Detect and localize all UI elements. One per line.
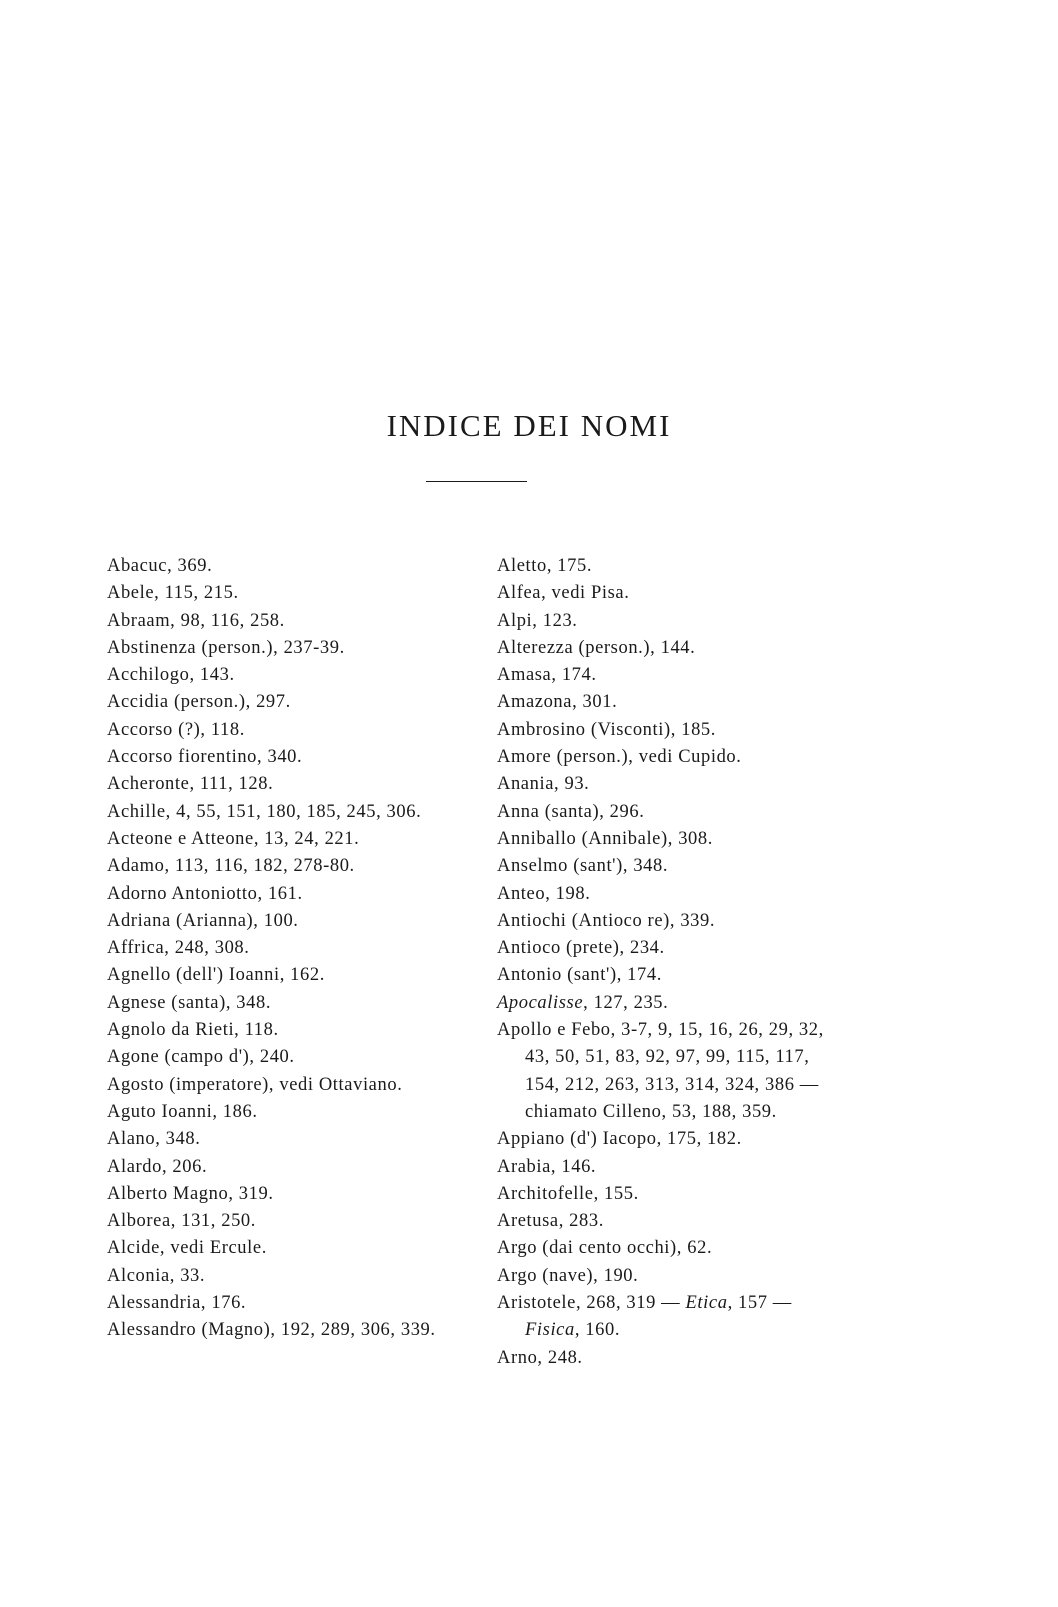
- entry-text: Accorso fiorentino, 340.: [107, 747, 303, 768]
- entry-text: Agone (campo d'), 240.: [107, 1047, 295, 1068]
- entry-text: Architofelle, 155.: [497, 1183, 639, 1204]
- index-entry: [107, 881, 469, 908]
- index-entry: [497, 799, 842, 826]
- entry-text: Agnello (dell') Ioanni, 162.: [107, 965, 325, 986]
- index-entry: [107, 717, 469, 744]
- entry-text: Alborea, 131, 250.: [107, 1211, 257, 1232]
- entry-text: Alconia, 33.: [107, 1265, 206, 1286]
- index-entry: [107, 553, 469, 580]
- index-entry: [497, 1345, 842, 1372]
- index-entry: [497, 1290, 842, 1345]
- index-entry: [107, 990, 469, 1017]
- entry-text: Adamo, 113, 116, 182, 278-80.: [107, 856, 355, 877]
- entry-text: Anselmo (sant'), 348.: [497, 856, 669, 877]
- entry-text: Aletto, 175.: [497, 556, 593, 576]
- entry-text: Abele, 115, 215.: [107, 583, 239, 604]
- index-entry: [107, 908, 469, 935]
- index-entry: [107, 771, 469, 798]
- index-entry: [107, 744, 469, 771]
- index-entry: [107, 1126, 469, 1153]
- index-entry: [497, 717, 842, 744]
- entry-text: Alberto Magno, 319.: [107, 1183, 274, 1204]
- entry-text: Amore (person.), vedi Cupido.: [497, 747, 742, 768]
- index-entry: [497, 853, 842, 880]
- entry-text: Arno, 248.: [497, 1347, 583, 1368]
- entry-text: Aristotele, 268, 319 —: [497, 1293, 686, 1314]
- index-entry: [107, 1154, 469, 1181]
- index-entry: [497, 1235, 842, 1262]
- index-entry: [107, 853, 469, 880]
- index-entry: [107, 935, 469, 962]
- entry-text: Anniballo (Annibale), 308.: [497, 828, 713, 849]
- index-column-right: [497, 553, 842, 1372]
- entry-text: Anania, 93.: [497, 774, 590, 795]
- entry-title-italic: Etica: [685, 1293, 728, 1314]
- index-entry: [497, 881, 842, 908]
- entry-text: Argo (nave), 190.: [497, 1265, 639, 1286]
- index-entry: [497, 908, 842, 935]
- index-entry: [497, 689, 842, 716]
- entry-text: Abstinenza (person.), 237-39.: [107, 637, 345, 658]
- entry-text: Arabia, 146.: [497, 1156, 597, 1177]
- entry-text: Achille, 4, 55, 151, 180, 185, 245, 306.: [107, 801, 422, 822]
- entry-text: Abacuc, 369.: [107, 556, 213, 576]
- index-entry: [107, 962, 469, 989]
- entry-text: Accorso (?), 118.: [107, 719, 245, 740]
- entry-text: Alfea, vedi Pisa.: [497, 583, 630, 604]
- entry-text: Acheronte, 111, 128.: [107, 774, 274, 795]
- entry-text: Affrica, 248, 308.: [107, 938, 250, 959]
- entry-text: Agosto (imperatore), vedi Ottaviano.: [107, 1074, 403, 1095]
- entry-text: Alano, 348.: [107, 1129, 201, 1150]
- index-entry: [497, 1126, 842, 1153]
- entry-text: Antiochi (Antioco re), 339.: [497, 910, 716, 931]
- index-entry: [497, 553, 842, 580]
- entry-text: Alardo, 206.: [107, 1156, 208, 1177]
- index-entry: [107, 1181, 469, 1208]
- entry-text: Anna (santa), 296.: [497, 801, 645, 822]
- index-entry: [497, 1017, 842, 1126]
- entry-text: Acteone e Atteone, 13, 24, 221.: [107, 828, 360, 849]
- entry-text: Accidia (person.), 297.: [107, 692, 291, 713]
- index-column-left: [107, 553, 469, 1345]
- index-entry: [497, 744, 842, 771]
- index-entry: [107, 580, 469, 607]
- entry-text: Agnolo da Rieti, 118.: [107, 1020, 279, 1041]
- index-entry: [497, 771, 842, 798]
- entry-text: Alessandro (Magno), 192, 289, 306, 339.: [107, 1320, 436, 1341]
- index-entry: [107, 1235, 469, 1262]
- entry-text: Apollo e Febo, 3-7, 9, 15, 16, 26, 29, 32, 43, 50, 51, 83, 92, 97, 99, 115, 117, 154, 212, 263, 313, 314, 324, 386 — chiamato Cilleno, 53, 188, 359.: [497, 1020, 824, 1122]
- entry-text: Alpi, 123.: [497, 610, 578, 631]
- entry-text: , 160.: [574, 1320, 621, 1341]
- index-entry: [497, 962, 842, 989]
- entry-text: Aguto Ioanni, 186.: [107, 1101, 258, 1122]
- index-entry: [497, 662, 842, 689]
- index-entry: [107, 689, 469, 716]
- entry-text: Anteo, 198.: [497, 883, 591, 904]
- title-rule: [426, 481, 527, 482]
- index-entry: [107, 635, 469, 662]
- entry-text: Abraam, 98, 116, 258.: [107, 610, 285, 631]
- index-entry: [107, 1017, 469, 1044]
- entry-text: Argo (dai cento occhi), 62.: [497, 1238, 713, 1259]
- entry-text: Alcide, vedi Ercule.: [107, 1238, 267, 1259]
- entry-text: , 127, 235.: [583, 992, 669, 1013]
- entry-title-italic: Apocalisse: [497, 992, 584, 1013]
- entry-text: Amazona, 301.: [497, 692, 618, 713]
- entry-text: Antonio (sant'), 174.: [497, 965, 662, 986]
- entry-text: Appiano (d') Iacopo, 175, 182.: [497, 1129, 742, 1150]
- index-entry: [497, 1154, 842, 1181]
- entry-text: Adorno Antoniotto, 161.: [107, 883, 303, 904]
- index-entry: [107, 1099, 469, 1126]
- index-entry: [497, 826, 842, 853]
- index-entry: [107, 1290, 469, 1317]
- index-entry: [107, 1317, 469, 1344]
- entry-text: Antioco (prete), 234.: [497, 938, 665, 959]
- entry-text: Agnese (santa), 348.: [107, 992, 272, 1013]
- index-entry: [107, 1208, 469, 1235]
- entry-text: Ambrosino (Visconti), 185.: [497, 719, 717, 740]
- entry-text: Adriana (Arianna), 100.: [107, 910, 299, 931]
- index-entry: [497, 1263, 842, 1290]
- index-entry: [497, 580, 842, 607]
- index-entry: [497, 1208, 842, 1235]
- page-title: INDICE DEI NOMI: [386, 408, 672, 443]
- index-entry: [497, 990, 842, 1017]
- index-entry: [107, 608, 469, 635]
- index-entry: [107, 799, 469, 826]
- index-entry: [107, 1263, 469, 1290]
- entry-text: Amasa, 174.: [497, 665, 597, 686]
- entry-title-italic: Fisica: [525, 1320, 575, 1341]
- index-entry: [497, 935, 842, 962]
- entry-text: Alterezza (person.), 144.: [497, 637, 696, 658]
- index-entry: [497, 608, 842, 635]
- entry-text: Aretusa, 283.: [497, 1211, 604, 1232]
- index-entry: [107, 662, 469, 689]
- index-entry: [107, 1072, 469, 1099]
- index-entry: [497, 635, 842, 662]
- index-entry: [497, 1181, 842, 1208]
- entry-text: Alessandria, 176.: [107, 1293, 247, 1314]
- index-entry: [107, 826, 469, 853]
- entry-text: , 157 —: [727, 1293, 792, 1314]
- index-entry: [107, 1044, 469, 1071]
- entry-text: Acchilogo, 143.: [107, 665, 235, 686]
